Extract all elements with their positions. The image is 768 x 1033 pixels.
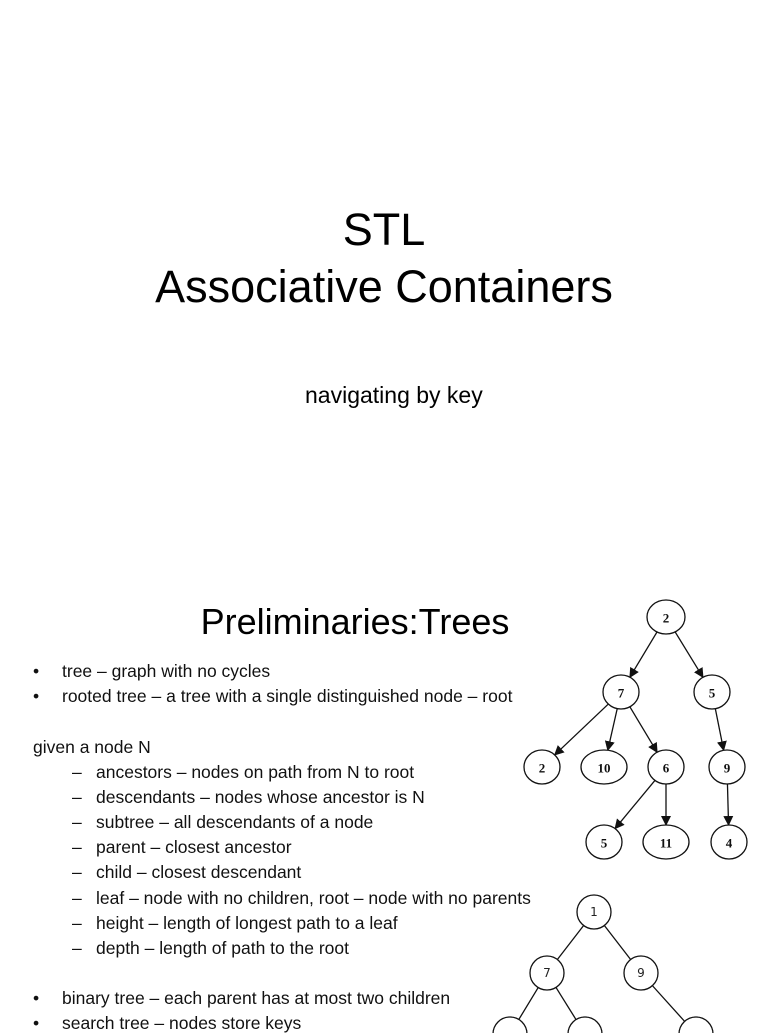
bullet-icon: •: [33, 686, 40, 706]
definition-text: leaf – node with no children, root – node with no parents: [96, 888, 531, 908]
svg-text:7: 7: [543, 966, 551, 980]
dash-icon: –: [72, 862, 82, 882]
dash-icon: –: [72, 762, 82, 782]
slide-subtitle: navigating by key: [305, 382, 483, 408]
given-node-text: given a node N: [33, 737, 151, 757]
svg-text:9: 9: [637, 966, 645, 980]
definition-text: subtree – all descendants of a node: [96, 812, 374, 832]
bullet-text: binary tree – each parent has at most two children: [62, 988, 451, 1008]
svg-text:2: 2: [538, 760, 546, 776]
tree-node: [568, 1017, 602, 1033]
dash-icon: –: [72, 787, 82, 807]
definition-text: descendants – nodes whose ancestor is N: [96, 787, 425, 807]
slide-title-line-1: STL: [342, 204, 426, 255]
bullet-icon: •: [33, 661, 40, 681]
tree-edge: [556, 987, 576, 1019]
slide-title-line-2: Associative Containers: [155, 261, 613, 312]
svg-text:6: 6: [662, 760, 670, 776]
tree-node: [624, 956, 658, 990]
svg-text:2: 2: [662, 610, 670, 626]
tree-node: [493, 1017, 527, 1033]
bullet-text: search tree – nodes store keys: [62, 1013, 302, 1033]
svg-text:11: 11: [659, 835, 673, 851]
bullet-icon: •: [33, 1013, 40, 1033]
tree-node: [577, 895, 611, 929]
tree-nodes: [493, 895, 713, 1033]
trees-slide: [0, 576, 768, 1033]
tree-edge: [652, 986, 684, 1022]
definition-text: depth – length of path to the root: [96, 938, 349, 958]
dash-icon: –: [72, 837, 82, 857]
dash-icon: –: [72, 913, 82, 933]
svg-text:10: 10: [597, 760, 611, 776]
tree-edge: [519, 988, 538, 1020]
tree-edge: [604, 925, 630, 959]
definition-text: parent – closest ancestor: [96, 837, 292, 857]
svg-text:9: 9: [723, 760, 731, 776]
svg-text:7: 7: [617, 685, 625, 701]
definition-text: ancestors – nodes on path from N to root: [96, 762, 415, 782]
svg-text:4: 4: [725, 835, 733, 851]
binary-tree-diagram: [0, 576, 768, 1024]
dash-icon: –: [72, 812, 82, 832]
svg-text:1: 1: [590, 905, 598, 919]
svg-text:5: 5: [708, 685, 716, 701]
definition-text: height – length of longest path to a leaf: [96, 913, 398, 933]
dash-icon: –: [72, 888, 82, 908]
definition-text: child – closest descendant: [96, 862, 302, 882]
bullet-text: rooted tree – a tree with a single distinguished node – root: [62, 686, 513, 706]
tree-node: [679, 1017, 713, 1033]
bullet-icon: •: [33, 988, 40, 1008]
tree-edge: [557, 925, 583, 959]
slide-title: Preliminaries:Trees: [200, 601, 510, 642]
tree-node: [530, 956, 564, 990]
bullet-text: tree – graph with no cycles: [62, 661, 271, 681]
dash-icon: –: [72, 938, 82, 958]
svg-text:5: 5: [600, 835, 608, 851]
